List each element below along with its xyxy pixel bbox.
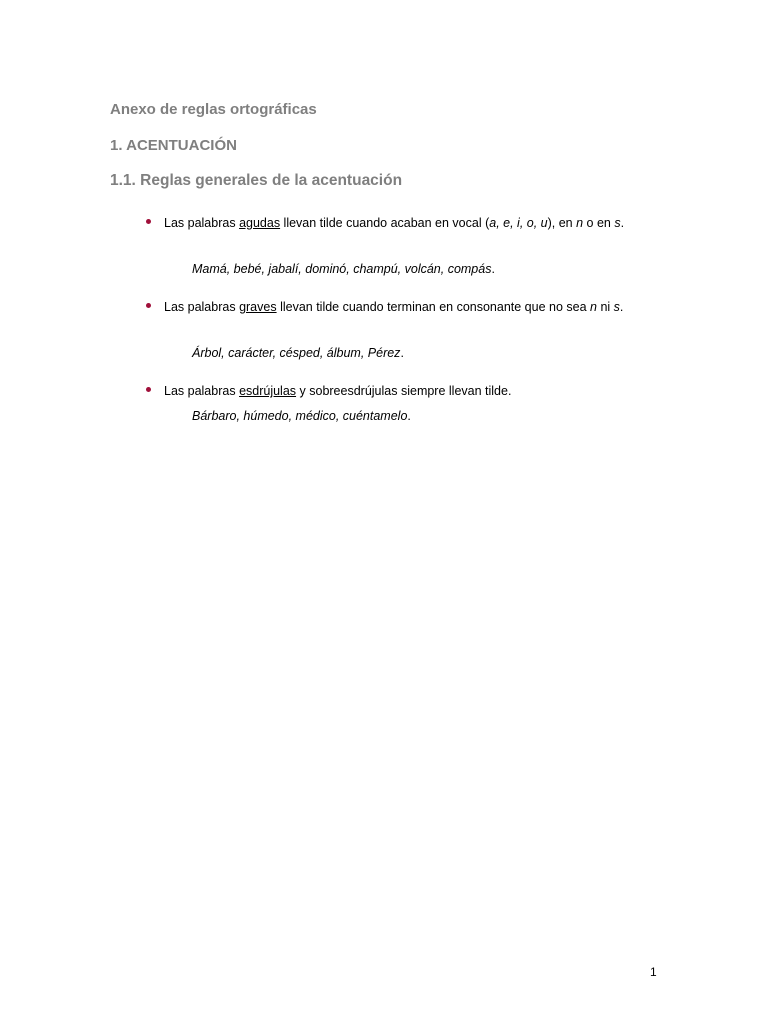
rule-text: [164, 213, 658, 233]
rule-examples: [192, 409, 411, 423]
examples-text: Árbol, carácter, césped, álbum, Pérez: [192, 346, 401, 360]
rule-examples: [192, 346, 404, 360]
examples-end: .: [400, 346, 404, 360]
page-number: 1: [650, 965, 657, 979]
bullet-icon: [146, 219, 151, 224]
rule-text: [164, 297, 658, 317]
rule-prefix: Las palabras: [164, 216, 240, 230]
rule-letter-s: s: [614, 216, 621, 230]
rule-text-part: ), en: [547, 216, 577, 230]
rule-text-part: o en: [583, 216, 615, 230]
subsection-heading: 1.1. Reglas generales de la acentuación: [110, 172, 403, 189]
rule-term: agudas: [239, 216, 281, 230]
rule-text-part: .: [620, 216, 625, 230]
bullet-icon: [146, 303, 151, 308]
examples-end: .: [407, 409, 411, 423]
rule-text-part: llevan tilde cuando acaban en vocal (: [280, 216, 490, 230]
rule-text-part: .: [619, 300, 624, 314]
section-heading: 1. ACENTUACIÓN: [110, 137, 237, 154]
rule-letter-s: s: [613, 300, 620, 314]
rule-term: esdrújulas: [239, 384, 297, 398]
rule-vowels: a, e, i, o, u: [489, 216, 548, 230]
rule-prefix: Las palabras: [164, 384, 240, 398]
rule-prefix: Las palabras: [164, 300, 240, 314]
rule-term: graves: [239, 300, 277, 314]
examples-text: Bárbaro, húmedo, médico, cuéntamelo: [192, 409, 408, 423]
document-title: Anexo de reglas ortográficas: [110, 101, 317, 118]
rule-letter-n: n: [576, 216, 584, 230]
rule-text: [164, 381, 658, 401]
rule-text-part: ni: [596, 300, 614, 314]
bullet-icon: [146, 387, 151, 392]
examples-text: Mamá, bebé, jabalí, dominó, champú, volcán, compás: [192, 262, 492, 276]
rule-examples: [192, 262, 495, 276]
rule-letter-n: n: [590, 300, 597, 314]
rule-text-part: y sobreesdrújulas siempre llevan tilde.: [296, 384, 512, 398]
examples-end: .: [491, 262, 495, 276]
rule-text-part: llevan tilde cuando terminan en consonante que no sea: [276, 300, 591, 314]
